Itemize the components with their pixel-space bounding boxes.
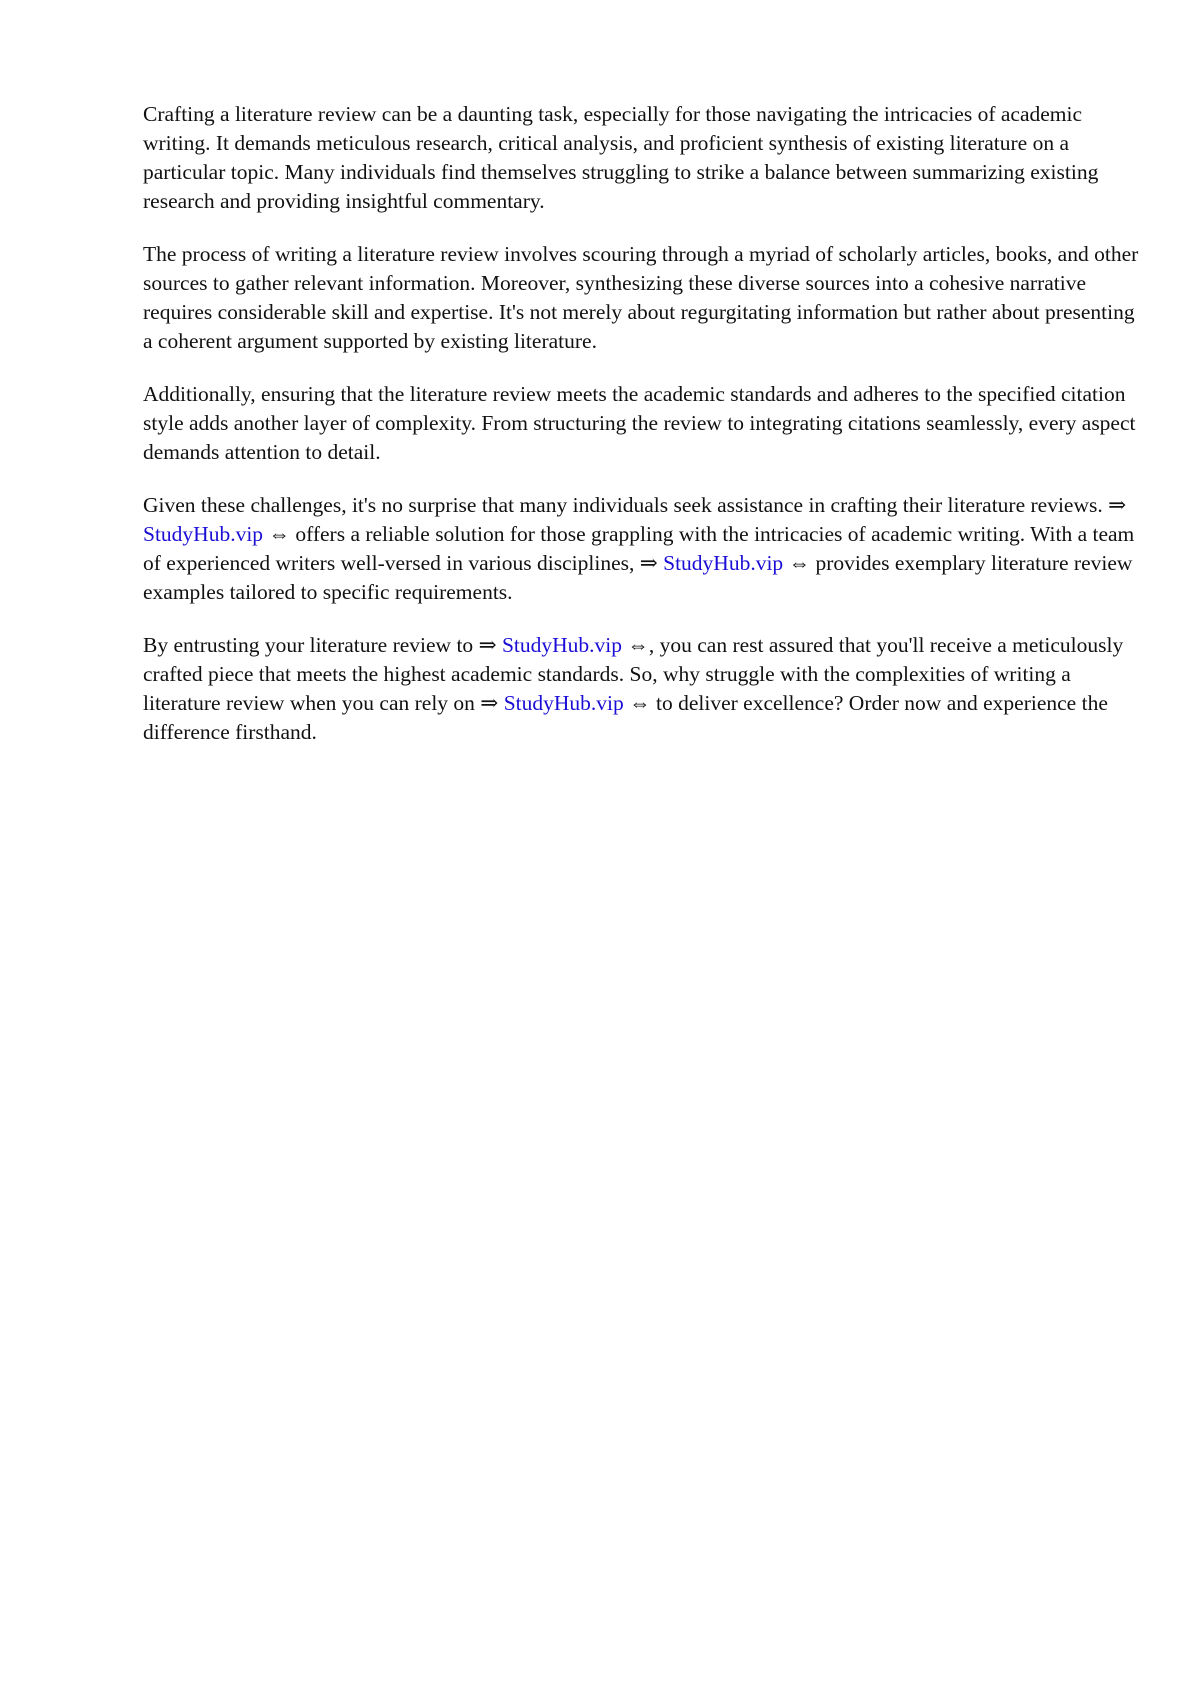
paragraph-process: The process of writing a literature review involves scouring through a myriad of scholarly articles, books, and other sources to gather relevant information. Moreover, synthesizing these diverse sources into a cohesive narrative requires considerable skill and expertise. It's not merely about regurgitating information but rather about presenting a coherent argument supported by existing literature. — [143, 242, 1139, 353]
arrow-right-icon: ⇒ — [1108, 493, 1127, 517]
studyhub-link[interactable]: StudyHub.vip — [501, 633, 623, 657]
arrow-both-icon: ⇔ — [629, 691, 651, 715]
document-body — [143, 100, 1143, 771]
paragraph-text: , you can rest assured that you'll receive a meticulously crafted piece that meets the highest academic standards. So, why struggle with the complexities of writing a literature review when you can rely on — [143, 633, 1124, 715]
arrow-both-icon: ⇔ — [627, 633, 649, 657]
studyhub-link[interactable]: StudyHub.vip — [143, 522, 264, 546]
arrow-right-icon: ⇒ — [480, 691, 499, 715]
paragraph-text: By entrusting your literature review to — [143, 633, 479, 657]
paragraph-text: to deliver excellence? Order now and experience the difference firsthand. — [143, 691, 1108, 744]
studyhub-link[interactable]: StudyHub.vip — [663, 551, 784, 575]
paragraph-assistance — [143, 491, 1143, 607]
arrow-right-icon: ⇒ — [478, 633, 497, 657]
arrow-both-icon: ⇔ — [788, 551, 811, 575]
paragraph-text: Given these challenges, it's no surprise that many individuals seek assistance in crafting their literature reviews. — [143, 493, 1109, 517]
arrow-right-icon: ⇒ — [639, 551, 658, 575]
studyhub-link[interactable]: StudyHub.vip — [503, 691, 624, 715]
paragraph-standards: Additionally, ensuring that the literature review meets the academic standards and adheres to the specified citation style adds another layer of complexity. From structuring the review to integrating citations seamlessly, every aspect demands attention to detail. — [143, 382, 1136, 464]
paragraph-intro: Crafting a literature review can be a daunting task, especially for those navigating the intricacies of academic writing. It demands meticulous research, critical analysis, and proficient synthesis of existing literature on a particular topic. Many individuals find themselves struggling to strike a balance between summarizing existing research and providing insightful commentary. — [143, 102, 1099, 213]
paragraph-closing — [143, 631, 1143, 747]
paragraph-text: offers a reliable solution for those grappling with the intricacies of academic writing. With a team of experienced writers well-versed in various disciplines, — [143, 522, 1135, 575]
paragraph-text: provides exemplary literature review examples tailored to specific requirements. — [143, 551, 1133, 604]
arrow-both-icon: ⇔ — [268, 522, 290, 546]
